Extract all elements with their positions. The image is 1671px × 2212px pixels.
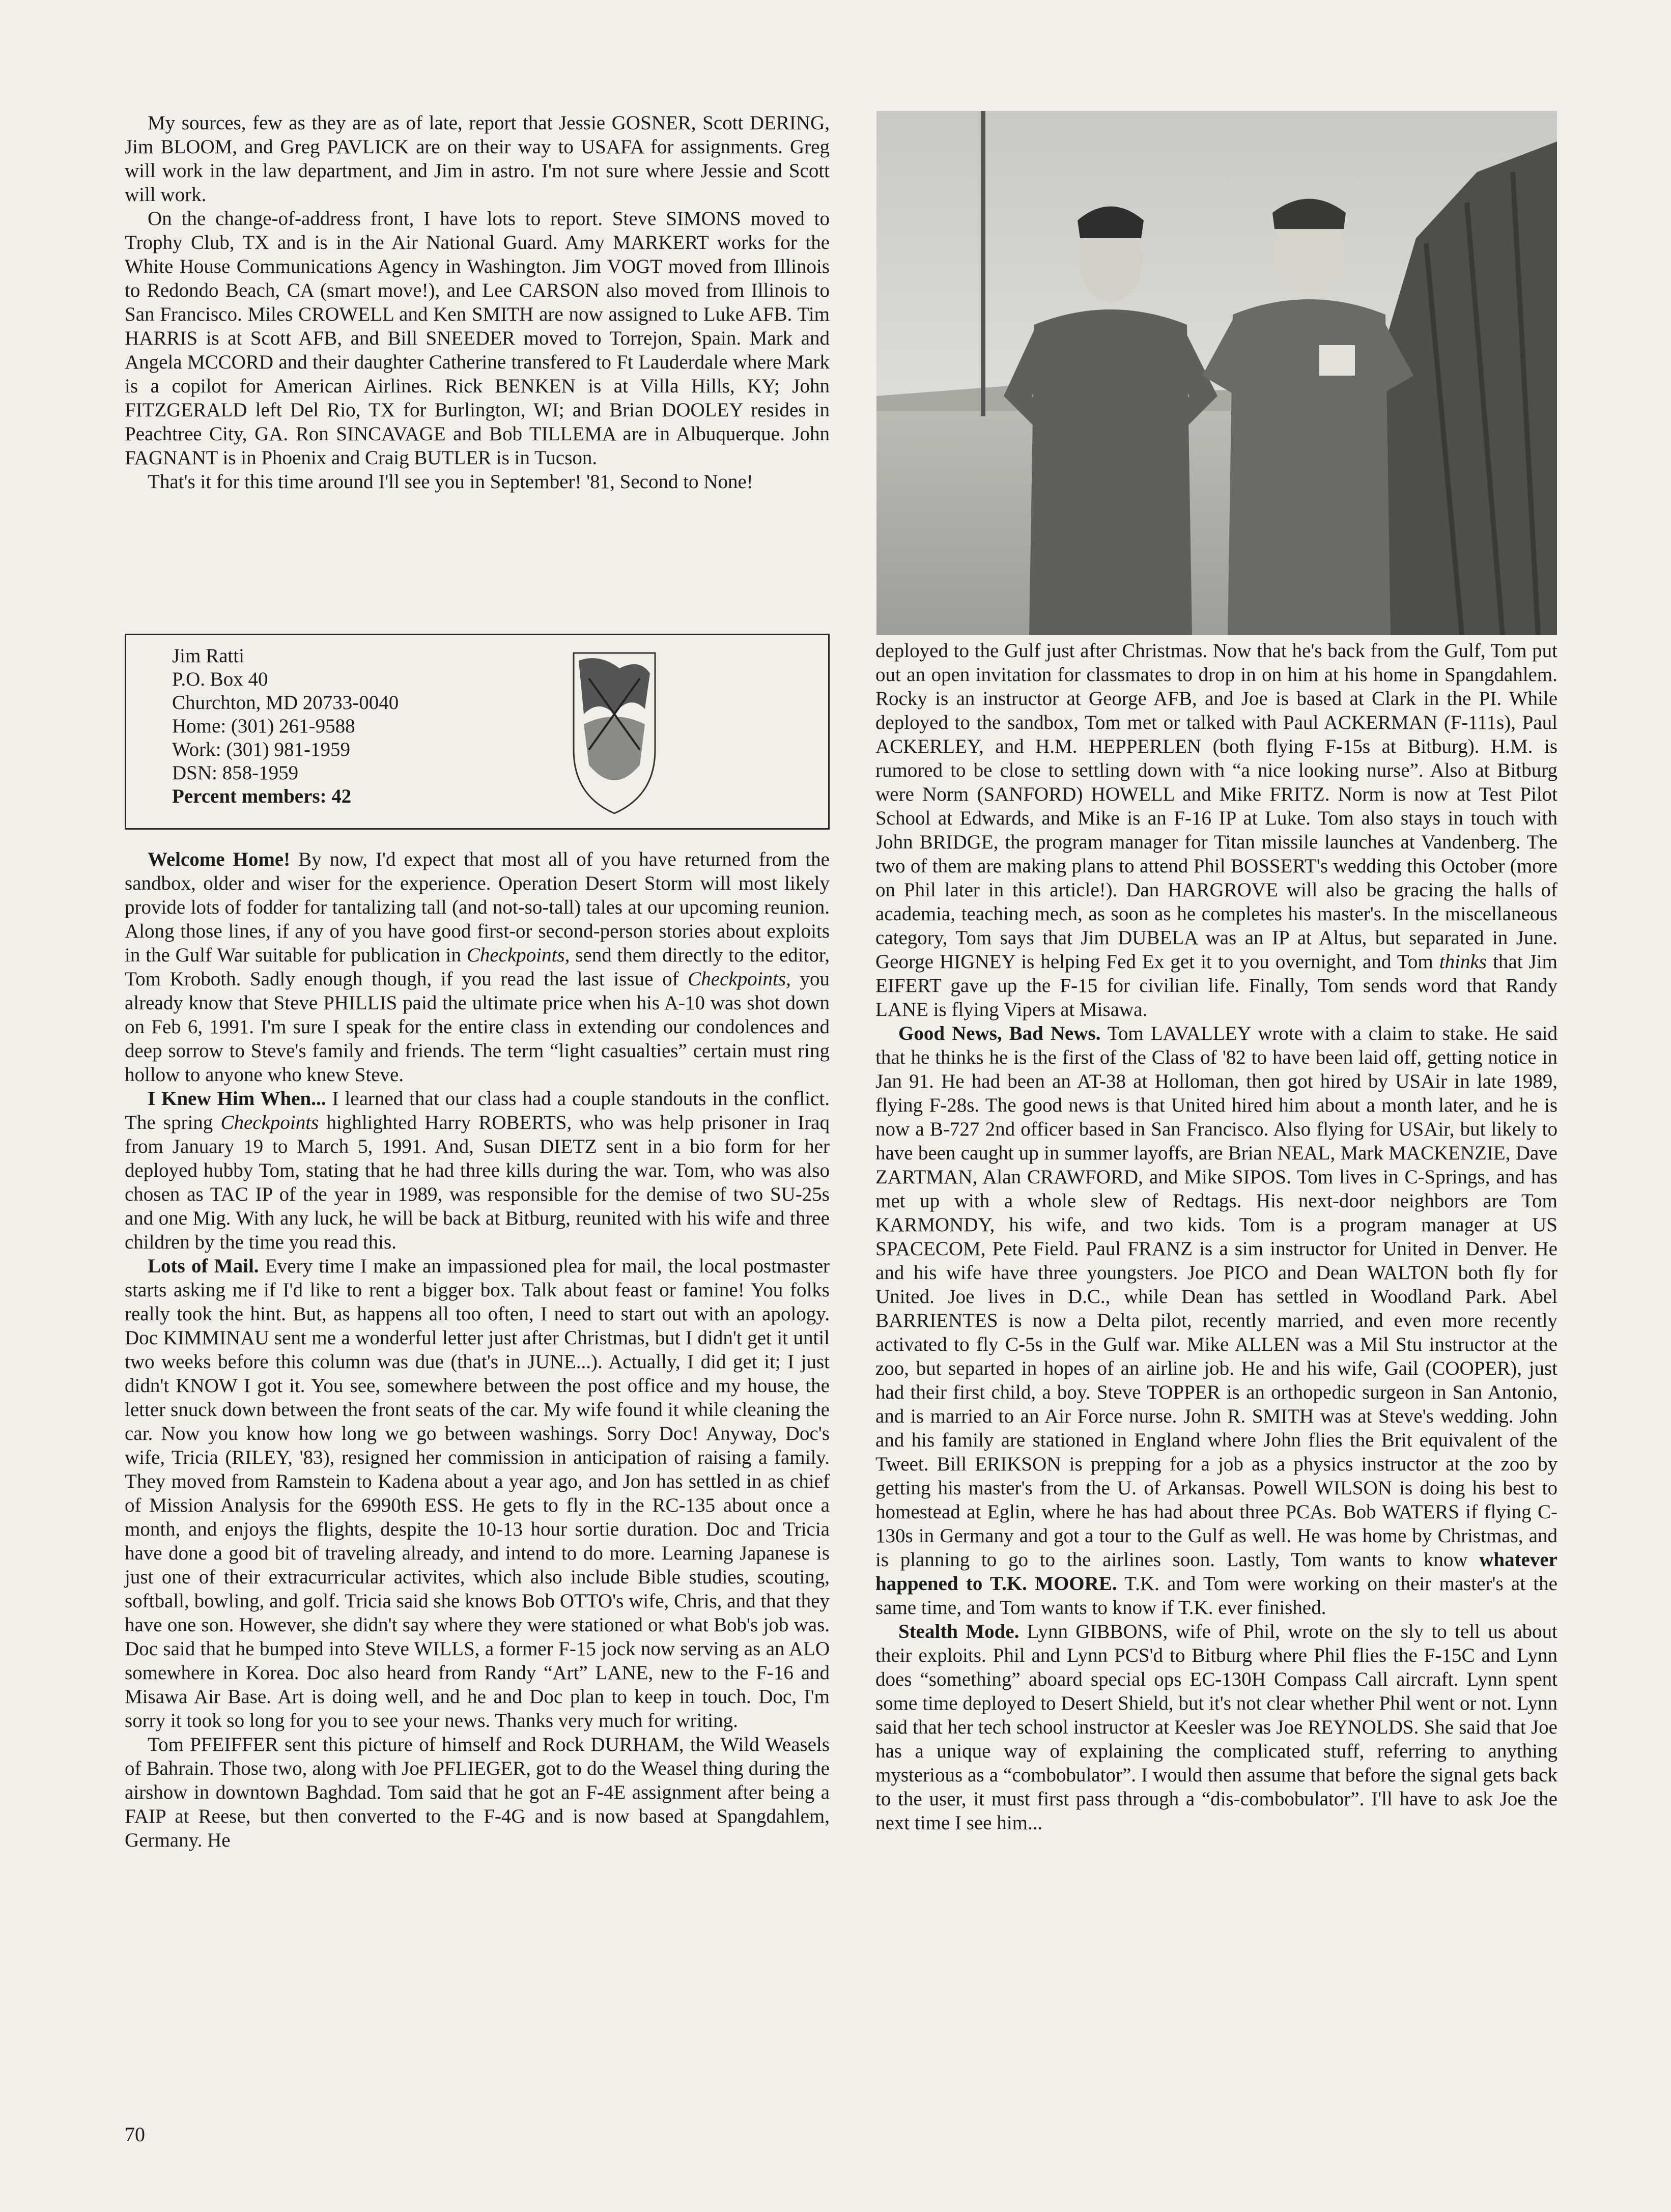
body-text: deployed to the Gulf just after Christmas. Now that he's back from the Gulf, Tom put out an open invitation for classmates to drop in on him at his home in Spangdahlem. Rocky is an instructor at George AFB, and Joe is based at Clark in the PI. While deployed to the sandbox, Tom met or talked with Paul ACKERMAN (F-111s), Paul ACKERLEY, and H.M. HEPPERLEN (both flying F-15s at Bitburg). H.M. is rumored to be close to settling down with “a nice looking nurse”. Also at Bitburg were Norm (SANFORD) HOWELL and Mike FRITZ. Norm is now at Test Pilot School at Edwards, and Mike is an F-16 IP at Luke. Tom also stays in touch with John BRIDGE, the program manager for Titan missile launches at Vandenberg. The two of them are making plans to attend Phil BOSSERT's wedding this October (more on Phil later in this article!). Dan HARGROVE will also be gracing the halls of academia, teaching mech, as soon as he completes his master's. In the miscellaneous category, Tom says that Jim DUBELA was an IP at Altus, but separated in June. George HIGNEY is helping Fed Ex get it to you overnight, and Tom: [875, 640, 1557, 973]
paragraph: [125, 1254, 830, 1733]
correspondent-name: Jim Ratti: [172, 645, 244, 667]
page-number: 70: [125, 2123, 145, 2146]
paragraph: On the change-of-address front, I have lots to report. Steve SIMONS moved to Trophy Club, TX and is in the Air National Guard. Amy MARKERT works for the White House Communications Agency in Washington. Jim VOGT moved from Illinois to Redondo Beach, CA (smart move!), and Lee CARSON also moved from Illinois to San Francisco. Miles CROWELL and Ken SMITH are now assigned to Luke AFB. Tim HARRIS is at Scott AFB, and Bill SNEEDER moved to Torrejon, Spain. Mark and Angela MCCORD and their daughter Catherine transfered to Ft Lauderdale where Mark is a copilot for American Airlines. Rick BENKEN is at Villa Hills, KY; John FITZGERALD left Del Rio, TX for Burlington, WI; and Brian DOOLEY resides in Peachtree City, GA. Ron SINCAVAGE and Bob TILLEMA are in Albuquerque. John FAGNANT is in Phoenix and Craig BUTLER is in Tucson.: [125, 208, 830, 469]
work-phone: Work: (301) 981-1959: [172, 739, 350, 760]
section-heading: Stealth Mode.: [898, 1621, 1019, 1642]
emphasized-text: Checkpoints,: [688, 968, 791, 990]
emphasized-text: Checkpoints,: [466, 944, 570, 966]
paragraph: [875, 1620, 1557, 1835]
home-phone: Home: (301) 261-9588: [172, 715, 355, 737]
column-left-main: [125, 847, 830, 1852]
body-text: Lynn GIBBONS, wife of Phil, wrote on the sly to tell us about their exploits. Phil and Lynn PCS'd to Bitburg where Phil flies the F-15C and Lynn does “something” aboard special ops EC-130H Compass Call aircraft. Lynn spent some time deployed to Desert Shield, but it's not clear whether Phil went or not. Lynn said that her tech school instructor at Keesler was Joe REYNOLDS. She said that Joe has a unique way of explaining the complicated stuff, referring to anything mysterious as a “combobulator”. I would then assume that before the signal gets back to the user, it must first pass through a “dis-combobulator”. I'll have to ask Joe the next time I see him...: [875, 1621, 1557, 1834]
column-top-left: [125, 111, 830, 494]
class-crest-icon: [569, 648, 660, 816]
paragraph: [125, 847, 830, 1087]
emphasized-text: whatever happened to T.K. MOORE.: [875, 1549, 1557, 1595]
photo-image: [876, 111, 1557, 635]
address-block: [172, 644, 399, 808]
city-zip: Churchton, MD 20733-0040: [172, 692, 399, 714]
paragraph: That's it for this time around I'll see you in September! '81, Second to None!: [148, 471, 753, 493]
body-text: I learned that our class had a couple standouts in the conflict. The spring: [125, 1088, 830, 1133]
body-text: send them directly to the editor, Tom Kroboth. Sadly enough though, if you read the last issue of: [125, 944, 830, 990]
paragraph: My sources, few as they are as of late, report that Jessie GOSNER, Scott DERING, Jim BLOOM, and Greg PAVLICK are on their way to USAFA for assignments. Greg will work in the law department, and Jim in astro. I'm not sure where Jessie and Scott will work.: [125, 112, 830, 206]
body-text: T.K. and Tom were working on their master's at the same time, and Tom wants to know if T.K. ever finished.: [875, 1573, 1557, 1619]
section-heading: Good News, Bad News.: [898, 1023, 1101, 1044]
po-box: P.O. Box 40: [172, 668, 268, 690]
body-text: By now, I'd expect that most all of you have returned from the sandbox, older and wiser for the experience. Operation Desert Storm will most likely provide lots of fodder for tantalizing tall (and not-so-tall) tales at our upcoming reunion. Along those lines, if any of you have good first-or second-person stories about exploits in the Gulf War suitable for publication in: [125, 848, 830, 966]
correspondent-address-box: [125, 634, 830, 830]
paragraph: [875, 639, 1557, 1022]
emphasized-text: Checkpoints: [220, 1112, 319, 1133]
paragraph: [875, 1022, 1557, 1620]
section-heading: Lots of Mail.: [148, 1255, 259, 1277]
section-heading: Welcome Home!: [148, 848, 291, 870]
paragraph: [125, 1087, 830, 1254]
body-text: Tom PFEIFFER sent this picture of himself and Rock DURHAM, the Wild Weasels of Bahrain. Those two, along with Joe PFLIEGER, got to do the Weasel thing during the airshow in downtown Baghdad. Tom said that he got an F-4E assignment after being a FAIP at Reese, but then converted to the F-4G and is now based at Spangdahlem, Germany. He: [125, 1734, 830, 1851]
emphasized-text: thinks: [1439, 951, 1487, 973]
body-text: that Jim EIFERT gave up the F-15 for civilian life. Finally, Tom sends word that Randy LANE is flying Vipers at Misawa.: [875, 951, 1557, 1020]
body-text: highlighted Harry ROBERTS, who was help prisoner in Iraq from January 19 to March 5, 1991. And, Susan DIETZ sent in a bio form for her deployed hubby Tom, stating that he had three kills during the war. Tom, who was also chosen as TAC IP of the year in 1989, was responsible for the demise of two SU-25s and one Mig. With any luck, he will be back at Bitburg, reunited with his wife and three children by the time you read this.: [125, 1112, 830, 1253]
section-heading: I Knew Him When...: [148, 1088, 326, 1110]
paragraph: [125, 1733, 830, 1852]
dsn-phone: DSN: 858-1959: [172, 762, 299, 784]
column-right-main: [875, 639, 1557, 1835]
body-text: Every time I make an impassioned plea for mail, the local postmaster starts asking me if I'd like to rent a bigger box. Talk about feast or famine! You folks really took the hint. But, as happens all too often, I need to start out with an apology. Doc KIMMINAU sent me a wonderful letter just after Christmas, but I didn't get it until two weeks before this column was due (that's in JUNE...). Actually, I did get it; I just didn't KNOW I got it. You see, somewhere between the post office and my house, the letter snuck down between the front seats of the car. My wife found it while cleaning the car. Now you know how long we go between washings. Sorry Doc! Anyway, Doc's wife, Tricia (RILEY, '83), resigned her commission in anticipation of raising a family. They moved from Ramstein to Kadena about a year ago, and Jon has settled in as chief of Mission Analysis for the 6990th ESS. He gets to fly in the RC-135 about once a month, and enjoys the flights, despite the 10-13 hour sortie duration. Doc and Tricia have done a good bit of traveling already, and intend to do more. Learning Japanese is just one of their extracurricular activites, which also include Bible studies, scouting, softball, bowling, and golf. Tricia said she knows Bob OTTO's wife, Chris, and that they have one son. However, she didn't say where they were stationed or what Bob's job was. Doc said that he bumped into Steve WILLS, a former F-15 jock now serving as an ALO somewhere in Korea. Doc also heard from Randy “Art” LANE, new to the F-16 and Misawa Air Base. Art is doing well, and he and Doc plan to keep in touch. Doc, I'm sorry it took so long for you to see your news. Thanks very much for writing.: [125, 1255, 830, 1732]
percent-members: Percent members: 42: [172, 785, 352, 807]
body-text: Tom LAVALLEY wrote with a claim to stake. He said that he thinks he is the first of the Class of '82 to have been laid off, getting notice in Jan 91. He had been an AT-38 at Holloman, then got hired by USAir in late 1989, flying F-28s. The good news is that United hired him about a month later, and he is now a B-727 2nd officer based in San Francisco. Also flying for USAir, but likely to have been caught up in summer layoffs, are Brian NEAL, Mark MACKENZIE, Dave ZARTMAN, Alan CRAWFORD, and Mike SIPOS. Tom lives in C-Springs, and has met up with a whole slew of Redtags. His next-door neighbors are Tom KARMONDY, his wife, and two kids. Tom is a program manager at US SPACECOM, Pete Field. Paul FRANZ is a sim instructor for United in Denver. He and his wife have three youngsters. Joe PICO and Dean WALTON both fly for United. Joe lives in D.C., while Dean has settled in Woodland Park. Abel BARRIENTES is now a Delta pilot, recently married, and even more recently activated to fly C-5s in the Gulf war. Mike ALLEN was a Mil Stu instructor at the zoo, but separted in hopes of an airline job. He and his wife, Gail (COOPER), just had their first child, a boy. Steve TOPPER is an orthopedic surgeon in San Antonio, and is married to an Air Force nurse. John R. SMITH was at Steve's wedding. John and his family are stationed in England where John flies the Brit equivalent of the Tweet. Bill ERIKSON is prepping for a job as a physics instructor at the zoo by getting his master's from the U. of Arkansas. Powell WILSON is doing his best to homestead at Eglin, where he has had about three PCAs. Bob WATERS if flying C-130s in Germany and got a tour to the Gulf as well. He was home by Christmas, and is planning to go to the airlines soon. Lastly, Tom wants to know: [875, 1023, 1557, 1571]
body-text: you already know that Steve PHILLIS paid the ultimate price when his A-10 was shot down on Feb 6, 1991. I'm sure I speak for the entire class in extending our condolences and deep sorrow to Steve's family and friends. The term “light casualties” certain must ring hollow to anyone who knew Steve.: [125, 968, 830, 1086]
photo-two-pilots: [876, 111, 1557, 635]
